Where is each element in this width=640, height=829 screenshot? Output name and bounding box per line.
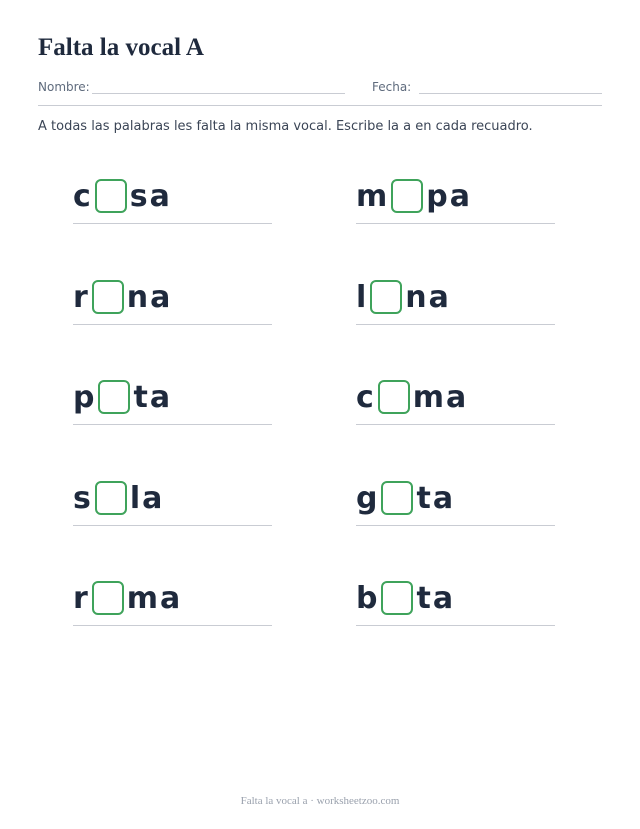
word-item <box>356 580 556 630</box>
word-prefix: g <box>356 480 380 516</box>
name-field-line <box>92 93 345 94</box>
date-label: Fecha: <box>372 80 412 94</box>
word-item <box>73 480 273 530</box>
word-suffix: ta <box>133 379 173 415</box>
answer-box[interactable] <box>98 380 130 414</box>
word-prefix: r <box>73 580 90 616</box>
student-info-row <box>38 80 602 96</box>
header-divider <box>38 105 602 106</box>
instructions-text: A todas las palabras les falta la misma vocal. Escribe la a en cada recuadro. <box>38 119 533 134</box>
word-prefix: c <box>356 379 376 415</box>
word-prefix: r <box>73 279 90 315</box>
word-suffix: sa <box>129 178 172 214</box>
word-suffix: ma <box>126 580 183 616</box>
word-prefix: b <box>356 580 380 616</box>
word-item <box>73 279 273 329</box>
word-suffix: na <box>126 279 173 315</box>
answer-box[interactable] <box>95 481 127 515</box>
word-item <box>356 480 556 530</box>
page-title: Falta la vocal A <box>38 34 204 61</box>
word-item <box>73 580 273 630</box>
word-underline <box>356 625 555 626</box>
word-item <box>356 279 556 329</box>
name-label: Nombre: <box>38 80 90 94</box>
word-suffix: ta <box>416 580 456 616</box>
word-item <box>73 178 273 228</box>
word-prefix: p <box>73 379 97 415</box>
word-underline <box>356 324 555 325</box>
word-underline <box>73 625 272 626</box>
word-underline <box>356 525 555 526</box>
word-underline <box>356 424 555 425</box>
word-item <box>356 379 556 429</box>
word-underline <box>356 223 555 224</box>
answer-box[interactable] <box>378 380 410 414</box>
page-footer: Falta la vocal a · worksheetzoo.com <box>240 795 400 807</box>
answer-box[interactable] <box>92 581 124 615</box>
word-item <box>356 178 556 228</box>
date-field-line <box>419 93 602 94</box>
answer-box[interactable] <box>391 179 423 213</box>
answer-box[interactable] <box>370 280 402 314</box>
word-prefix: s <box>73 480 93 516</box>
word-suffix: la <box>129 480 165 516</box>
word-item <box>73 379 273 429</box>
answer-box[interactable] <box>95 179 127 213</box>
word-prefix: m <box>356 178 390 214</box>
word-suffix: ta <box>416 480 456 516</box>
word-suffix: ma <box>412 379 469 415</box>
word-suffix: pa <box>426 178 472 214</box>
answer-box[interactable] <box>381 481 413 515</box>
word-prefix: l <box>356 279 369 315</box>
word-underline <box>73 324 272 325</box>
answer-box[interactable] <box>381 581 413 615</box>
word-underline <box>73 223 272 224</box>
word-prefix: c <box>73 178 93 214</box>
word-suffix: na <box>405 279 451 315</box>
word-underline <box>73 525 272 526</box>
word-underline <box>73 424 272 425</box>
answer-box[interactable] <box>92 280 124 314</box>
